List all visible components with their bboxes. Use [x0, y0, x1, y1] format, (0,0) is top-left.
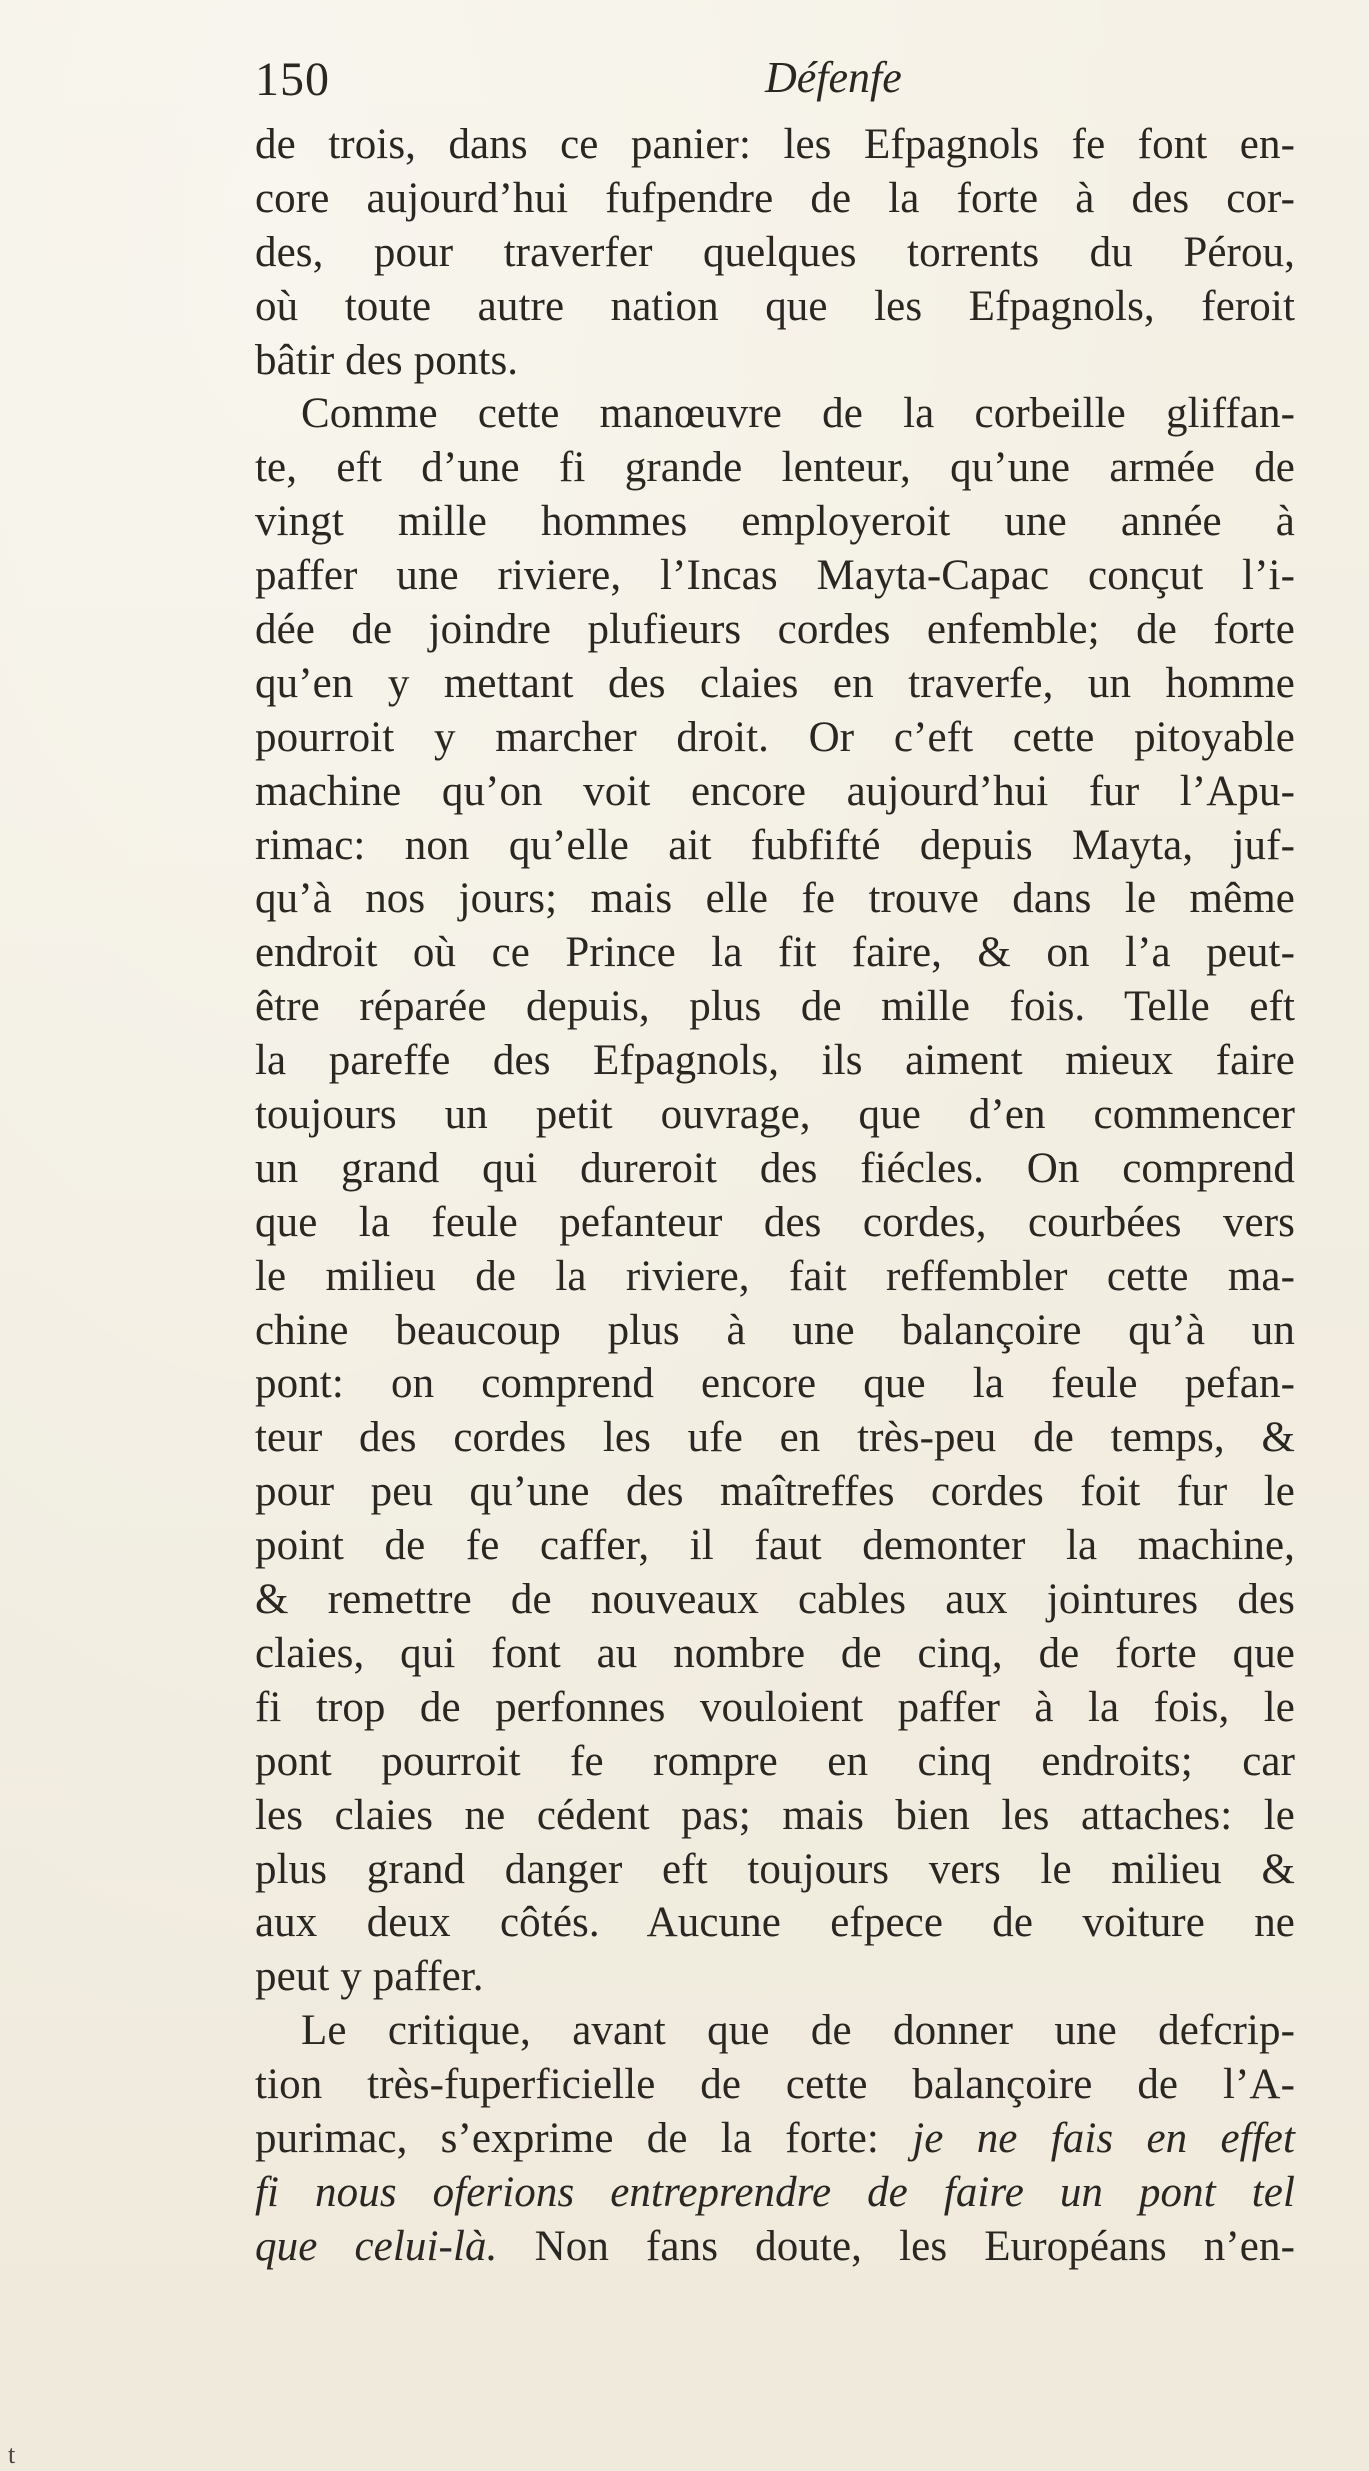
text-line: qu’à nos jours; mais elle fe trouve dans le même	[255, 875, 1295, 923]
text-line: bâtir des ponts.	[255, 336, 519, 384]
text-segment: purimac, s’exprime de la forte:	[255, 2114, 879, 2162]
text-line: chine beaucoup plus à une balançoire qu’à un	[255, 1306, 1295, 1354]
text-line: peut y paffer.	[255, 1953, 484, 2001]
text-line: que la feule pefanteur des cordes, courbées vers	[255, 1198, 1295, 1246]
text-line: & remettre de nouveaux cables aux jointures des	[255, 1576, 1295, 1624]
text-line: te, eft d’une fi grande lenteur, qu’une armée de	[255, 444, 1295, 492]
text-line: des, pour traverfer quelques torrents du Pérou,	[255, 228, 1295, 276]
italic-quote: je ne fais en effet	[912, 2114, 1296, 2162]
italic-quote: fi nous oferions entreprendre de faire un pont tel	[255, 2168, 1295, 2216]
italic-quote: que celui-là.	[255, 2222, 498, 2270]
text-line: la pareffe des Efpagnols, ils aiment mieux faire	[255, 1037, 1295, 1085]
paragraph-start-line: Le critique, avant que de donner une defcrip-	[301, 2007, 1295, 2055]
text-line: tion très-fuperficielle de cette balançoire de l’A-	[255, 2061, 1295, 2109]
text-line	[255, 2112, 1295, 2166]
text-line: machine qu’on voit encore aujourd’hui fur l’Apu-	[255, 767, 1295, 815]
text-line: qu’en y mettant des claies en traverfe, un homme	[255, 659, 1295, 707]
text-line: vingt mille hommes employeroit une année à	[255, 498, 1295, 546]
text-line	[255, 2220, 1295, 2274]
text-line: le milieu de la riviere, fait reffembler cette ma-	[255, 1252, 1295, 1300]
text-line: toujours un petit ouvrage, que d’en commencer	[255, 1091, 1295, 1139]
text-line: rimac: non qu’elle ait fubfifté depuis Mayta, juf-	[255, 821, 1295, 869]
text-line: core aujourd’hui fufpendre de la forte à des cor-	[255, 174, 1295, 222]
text-line: pourroit y marcher droit. Or c’eft cette pitoyable	[255, 713, 1295, 761]
page-number: 150	[255, 53, 330, 106]
text-line: point de fe caffer, il faut demonter la machine,	[255, 1522, 1295, 1570]
text-line: dée de joindre plufieurs cordes enfemble; de forte	[255, 606, 1295, 654]
margin-mark: t	[8, 2440, 16, 2469]
text-line: paffer une riviere, l’Incas Mayta-Capac conçut l’i-	[255, 552, 1295, 600]
body-text	[255, 118, 1295, 2274]
text-line: un grand qui dureroit des fiécles. On comprend	[255, 1144, 1295, 1192]
text-line: claies, qui font au nombre de cinq, de forte que	[255, 1629, 1295, 1677]
paragraph-start-line: Comme cette manœuvre de la corbeille gliffan-	[301, 390, 1295, 438]
text-line: aux deux côtés. Aucune efpece de voiture ne	[255, 1899, 1295, 1947]
text-line: pont pourroit fe rompre en cinq endroits; car	[255, 1737, 1295, 1785]
text-line: les claies ne cédent pas; mais bien les attaches: le	[255, 1791, 1295, 1839]
text-line: teur des cordes les ufe en très-peu de temps, &	[255, 1414, 1295, 1462]
text-line: où toute autre nation que les Efpagnols, feroit	[255, 282, 1295, 330]
italic-quote-line	[255, 2166, 1295, 2220]
text-line: pour peu qu’une des maîtreffes cordes foit fur le	[255, 1468, 1295, 1516]
text-segment: Non fans doute, les Européans n’en-	[534, 2222, 1295, 2270]
text-line: pont: on comprend encore que la feule pefan-	[255, 1360, 1295, 1408]
text-line: fi trop de perfonnes vouloient paffer à la fois, le	[255, 1683, 1295, 1731]
text-line: de trois, dans ce panier: les Efpagnols fe font en-	[255, 121, 1295, 168]
text-line: être réparée depuis, plus de mille fois. Telle eft	[255, 983, 1295, 1031]
text-line: plus grand danger eft toujours vers le milieu &	[255, 1845, 1295, 1893]
running-head: Défenfe	[765, 53, 902, 102]
text-line: endroit où ce Prince la fit faire, & on l’a peut-	[255, 929, 1295, 977]
